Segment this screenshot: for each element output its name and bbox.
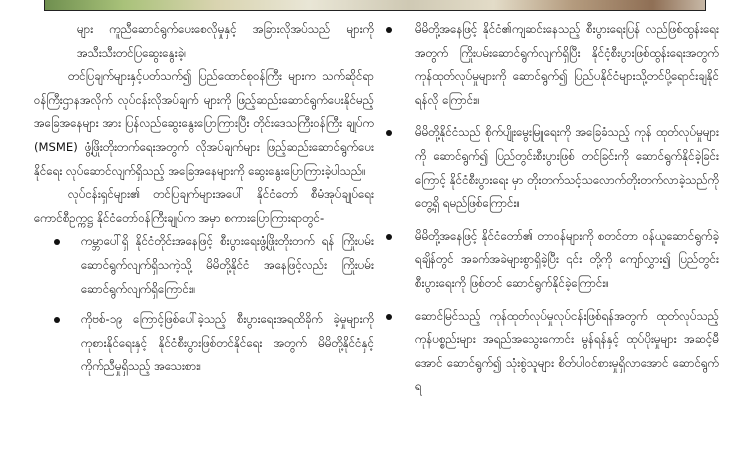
bullet-icon	[386, 130, 392, 136]
bullet-icon	[386, 234, 392, 240]
left-bullet-list	[34, 230, 374, 379]
list-item-text: မိမိတို့အနေဖြင့် နိုင်ငံ၏ကျဆင်းနေသည့် စီးပွားရေးပြန် လည်ဖြစ်ထွန်းရေးအတွက် ကြိုးပမ်းဆောင်ရွက်လျက်ရှိပြီး နိုင်ငံ့စီးပွားဖြစ်ထွန်းရေးအတွက် ကုန်ထုတ်လုပ်မှုများကို ဆောင်ရွက်၍ ပြည်ပနိုင်ငံများသို့တင်ပို့ရောင်းချနိုင်ရန်လို ကြောင်း။	[415, 22, 719, 107]
bullet-icon	[54, 317, 60, 323]
list-item	[34, 230, 374, 301]
bullet-icon	[386, 314, 392, 320]
bullet-icon	[54, 239, 60, 245]
paragraph-1: တင်ပြချက်များနှင့်ပတ်သက်၍ ပြည်ထောင်စုဝန်ကြီး များက သက်ဆိုင်ရာဝန်ကြီးဌာနအလိုက် လုပ်ငန်းလိုအပ်ချက် များကို ဖြည့်ဆည်းဆောင်ရွက်ပေးနိုင်မည့် အခြေအနေများ အား ပြန်လည်ဆွေးနွေးပြောကြားပြီး တိုင်းဒေသကြီးဝန်ကြီး ချုပ်က (MSME) ဖွံ့ဖြိုးတိုးတက်ရေးအတွက် လိုအပ်ချက်များ ဖြည့်ဆည်းဆောင်ရွက်ပေးနိုင်ရေး လုပ်ဆောင်လျက်ရှိသည့် အခြေအနေများကို ဆွေးနွေးပြောကြားခဲ့ပါသည်။	[34, 69, 374, 178]
left-column	[34, 18, 374, 386]
list-item-text: ဆောင်မြင်သည့် ကုန်ထုတ်လုပ်မှုလုပ်ငန်းဖြစ်ရန်အတွက် ထုတ်လုပ်သည့် ကုန်ပစ္စည်းများ အရည်အသွေးကောင်း မွန်ရန်နှင့် ထုပ်ပိုးမှုများ အဆင့်မီအောင် ဆောင်ရွက်၍ သုံးစွဲသူများ စိတ်ပါဝင်စားမှုရှိလာအောင် ဆောင်ရွက်ရ	[415, 308, 719, 394]
list-item-text: မိမိတို့အနေဖြင့် နိုင်ငံတော်၏ တာဝန်များကို စတင်တာ ဝန်ယူဆောင်ရွက်ခဲ့ရချိန်တွင် အခက်အခဲများစွာရှိခဲ့ပြီး ၎င်း တို့ကို ကျော်လွှား၍ ပြည်တွင်းစီးပွားရေးကို ဖြစ်တင် ဆောင်ရွက်နိုင်ခဲ့ကြောင်း။	[415, 228, 719, 290]
list-item	[34, 308, 374, 379]
list-item	[383, 225, 719, 296]
paragraph-2: လုပ်ငန်းရှင်များ၏ တင်ပြချက်များအပေါ် နိုင်ငံတော် စီမံအုပ်ချုပ်ရေးကောင်စီဥက္ကဋ္ဌ နိုင်ငံတော်ဝန်ကြီးချုပ်က အမှာ စကားပြောကြားရာတွင်-	[34, 187, 374, 225]
list-item	[383, 121, 719, 215]
list-item-text: ကမ္ဘာပေါ်ရှိ နိုင်ငံတိုင်းအနေဖြင့် စီးပွားရေးဖွံ့ဖြိုးတိုးတက် ရန် ကြိုးပမ်းဆောင်ရွက်လျက်ရှိသကဲ့သို့ မိမိတို့နိုင်ငံ အနေဖြင့်လည်း ကြိုးပမ်းဆောင်ရွက်လျက်ရှိကြောင်း။	[81, 234, 374, 296]
bullet-icon	[386, 27, 392, 33]
list-item	[383, 18, 719, 112]
list-item	[383, 305, 719, 399]
right-bullet-list	[383, 18, 719, 399]
list-item-text: ကိုဗစ်-၁၉ ကြောင့်ဖြစ်ပေါ်ခဲ့သည့် စီးပွားရေးအရထိခိုက် ခဲ့မှုများကို ကုစားနိုင်ရေးနှင့် နိုင်ငံစီးပွားဖြစ်တင်နိုင်ရေး အတွက် မိမိတို့နိုင်ငံနှင့် ကိုက်ညီမှုရှိသည့် အသေးစား၊	[81, 312, 374, 374]
right-column	[383, 18, 719, 408]
continuation-text: များ ကူညီဆောင်ရွက်ပေးစေလိုမှုနှင့် အခြားလိုအပ်သည် များကို အသီးသီးတင်ပြဆွေးနွေးခဲ့၊	[77, 22, 374, 60]
list-item-text: မိမိတို့နိုင်ငံသည် စိုက်ပျိုးမွေးမြူရေးကို အခြေခံသည့် ကုန် ထုတ်လုပ်မှုများကို ဆောင်ရွက်၍ ပြည်တွင်းစီးပွားဖြစ် တင်ခြင်းကို ဆောင်ရွက်နိုင်ခဲ့ခြင်းကြောင့် နိုင်ငံစီးပွားရေး မှာ တိုးတက်သင့်သလောက်တိုးတက်လာခဲ့သည်ကို တွေ့ရှိ ရမည်ဖြစ်ကြောင်း။	[415, 125, 719, 211]
top-photo-strip	[44, 0, 706, 11]
